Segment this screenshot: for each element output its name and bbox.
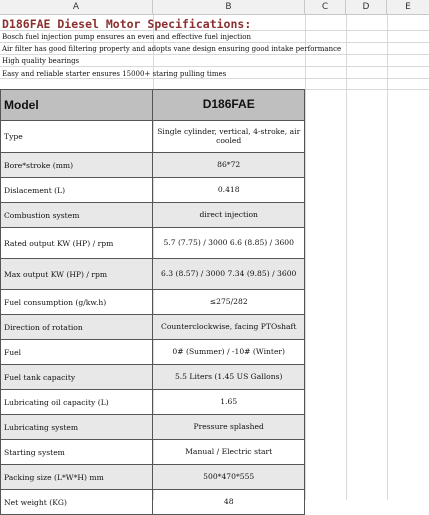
spec-label[interactable]: Bore*stroke (mm) — [1, 153, 153, 178]
spec-label[interactable]: Lubricating system — [1, 415, 153, 440]
spec-header-row — [1, 90, 305, 121]
spec-row — [1, 465, 305, 490]
spec-label[interactable]: Rated output KW (HP) / rpm — [1, 228, 153, 259]
spec-value[interactable]: Single cylinder, vertical, 4-stroke, air cooled — [153, 121, 305, 153]
spec-value[interactable]: 86*72 — [153, 153, 305, 178]
spec-value[interactable]: Manual / Electric start — [153, 440, 305, 465]
feature-line: Easy and reliable starter ensures 15000+ staring pulling times — [2, 70, 227, 78]
gridline — [346, 15, 347, 500]
spec-label[interactable]: Packing size (L*W*H) mm — [1, 465, 153, 490]
spec-value[interactable]: 6.3 (8.57) / 3000 7.34 (9.85) / 3600 — [153, 259, 305, 290]
spec-row — [1, 203, 305, 228]
spec-row — [1, 259, 305, 290]
spec-label[interactable]: Max output KW (HP) / rpm — [1, 259, 153, 290]
sheet-title: D186FAE Diesel Motor Specifications: — [2, 17, 252, 31]
spec-row — [1, 490, 305, 515]
gridline — [0, 66, 429, 67]
spec-value[interactable]: 48 — [153, 490, 305, 515]
spec-row — [1, 440, 305, 465]
spec-value[interactable]: 5.5 Liters (1.45 US Gallons) — [153, 365, 305, 390]
spec-value[interactable]: 1.65 — [153, 390, 305, 415]
spec-label[interactable]: Net weight (KG) — [1, 490, 153, 515]
gridline — [387, 15, 388, 500]
spec-row — [1, 340, 305, 365]
spec-value[interactable]: Counterclockwise, facing PTOshaft — [153, 315, 305, 340]
column-header-e[interactable]: E — [405, 2, 411, 12]
spec-label[interactable]: Direction of rotation — [1, 315, 153, 340]
spec-value[interactable]: 0.418 — [153, 178, 305, 203]
spec-row — [1, 290, 305, 315]
column-header-d[interactable]: D — [346, 0, 387, 15]
spec-table — [0, 89, 305, 515]
spec-value[interactable]: direct injection — [153, 203, 305, 228]
spec-header-value[interactable]: D186FAE — [153, 90, 305, 121]
column-header-b[interactable]: B — [153, 0, 305, 15]
spec-row — [1, 315, 305, 340]
spec-label[interactable]: Starting system — [1, 440, 153, 465]
gridline — [0, 78, 429, 79]
spec-label[interactable]: Fuel tank capacity — [1, 365, 153, 390]
spec-label[interactable]: Dislacement (L) — [1, 178, 153, 203]
spec-row — [1, 178, 305, 203]
spec-value[interactable]: Pressure splashed — [153, 415, 305, 440]
gridline — [305, 15, 306, 500]
spec-row — [1, 365, 305, 390]
spec-label[interactable]: Type — [1, 121, 153, 153]
spec-row — [1, 153, 305, 178]
spec-value[interactable]: ≤275/282 — [153, 290, 305, 315]
spec-row — [1, 390, 305, 415]
feature-line: Bosch fuel injection pump ensures an even and effective fuel injection — [2, 33, 251, 41]
spec-row — [1, 121, 305, 153]
spec-label[interactable]: Lubricating oil capacity (L) — [1, 390, 153, 415]
column-header-c[interactable]: C — [305, 0, 346, 15]
feature-line: High quality bearings — [2, 57, 80, 65]
spec-row — [1, 228, 305, 259]
gridline — [0, 54, 429, 55]
spec-label[interactable]: Combustion system — [1, 203, 153, 228]
feature-line: Air filter has good filtering property and adopts vane design ensuring good intake performance — [2, 45, 342, 53]
spec-row — [1, 415, 305, 440]
spec-value[interactable]: 0# (Summer) / -10# (Winter) — [153, 340, 305, 365]
spec-label[interactable]: Fuel consumption (g/kw.h) — [1, 290, 153, 315]
column-header-a[interactable]: A — [0, 0, 153, 15]
spec-value[interactable]: 500*470*555 — [153, 465, 305, 490]
column-header-bar — [0, 0, 429, 15]
spec-value[interactable]: 5.7 (7.75) / 3000 6.6 (8.85) / 3600 — [153, 228, 305, 259]
gridline — [0, 42, 429, 43]
spec-label[interactable]: Fuel — [1, 340, 153, 365]
spec-header-label[interactable]: Model — [1, 90, 153, 121]
